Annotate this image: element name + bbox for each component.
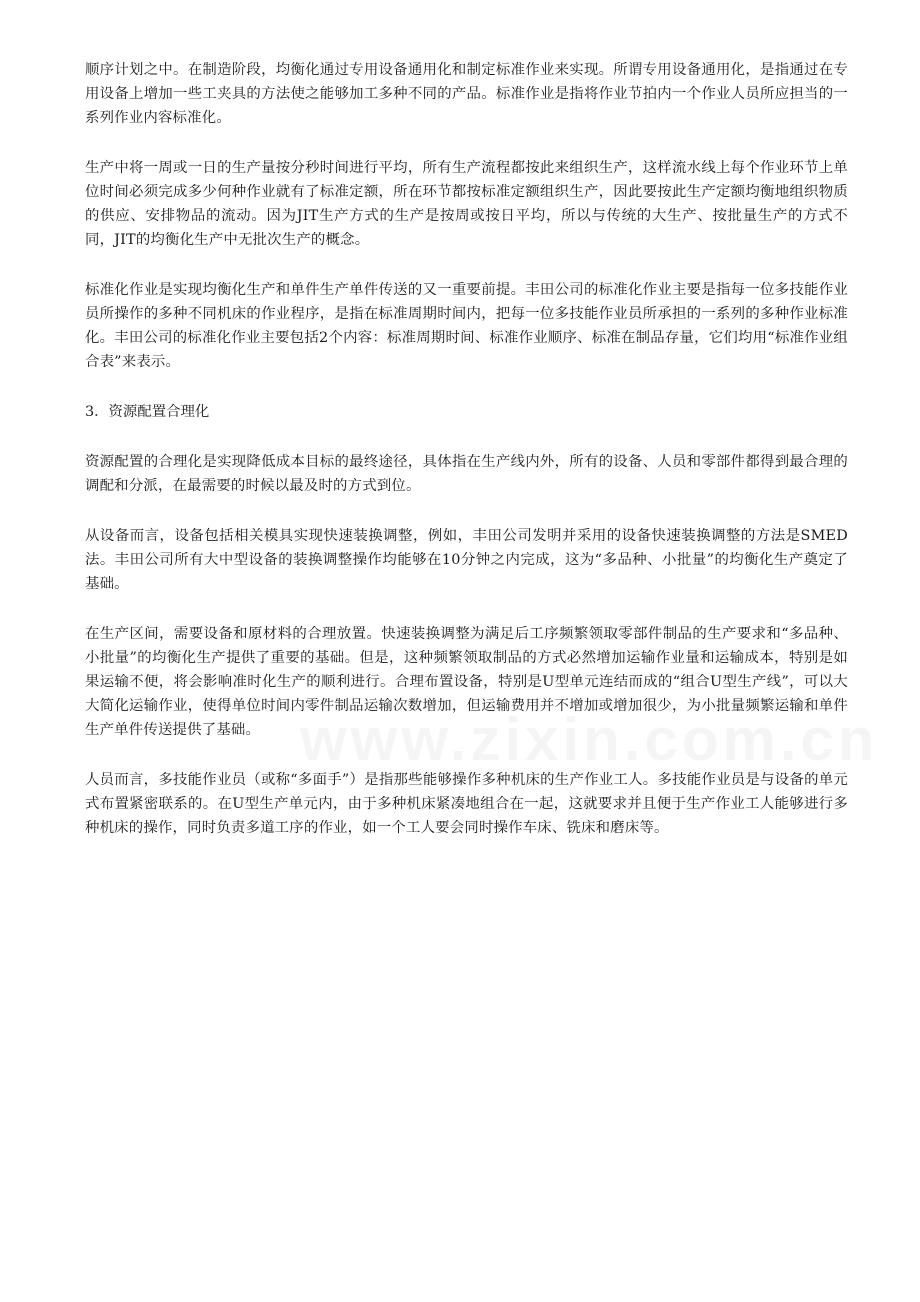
paragraph-production-area: 在生产区间，需要设备和原材料的合理放置。快速装换调整为满足后工序频繁领取零部件制品的生产要求和“多品种、小批量”的均衡化生产提供了重要的基础。但是，这种频繁领取制品的方式必然增加运输作业量和运输成本，特别是如果运输不便，将会影响准时化生产的顺利进行。合理布置设备，特别是U型单元连结而成的“组合U型生产线”，可以大大简化运输作业，使得单位时间内零件制品运输次数增加，但运输费用并不增加或增加很少，为小批量频繁运输和单件生产单件传送提供了基础。	[85, 626, 848, 738]
paragraph-standardized-work: 标准化作业是实现均衡化生产和单件生产单件传送的又一重要前提。丰田公司的标准化作业主要是指每一位多技能作业员所操作的多种不同机床的作业程序，是指在标准周期时间内，把每一位多技能作业员所承担的一系列的多种作业标准化。丰田公司的标准化作业主要包括2个内容：标准周期时间、标准作业顺序、标准在制品存量，它们均用“标准作业组合表”来表示。	[85, 282, 848, 370]
paragraph-equipment: 从设备而言，设备包括相关模具实现快速装换调整，例如，丰田公司发明并采用的设备快速装换调整的方法是SMED法。丰田公司所有大中型设备的装换调整操作均能够在10分钟之内完成，这为“多品种、小批量”的均衡化生产奠定了基础。	[85, 528, 848, 592]
section-heading: 3．资源配置合理化	[85, 404, 210, 420]
paragraph-personnel: 人员而言，多技能作业员（或称“多面手”）是指那些能够操作多种机床的生产作业工人。多技能作业员是与设备的单元式布置紧密联系的。在U型生产单元内，由于多种机床紧凑地组合在一起，这就要求并且便于生产作业工人能够进行多种机床的操作，同时负责多道工序的作业，如一个工人要会同时操作车床、铣床和磨床等。	[85, 772, 848, 836]
paragraph-resource-allocation: 资源配置的合理化是实现降低成本目标的最终途径，具体指在生产线内外，所有的设备、人员和零部件都得到最合理的调配和分派，在最需要的时候以最及时的方式到位。	[85, 454, 848, 494]
paragraph-balancing-methods: 顺序计划之中。在制造阶段，均衡化通过专用设备通用化和制定标准作业来实现。所谓专用设备通用化，是指通过在专用设备上增加一些工夹具的方法使之能够加工多种不同的产品。标准作业是指将作业节拍内一个作业人员所应担当的一系列作业内容标准化。	[85, 62, 848, 126]
paragraph-production-leveling: 生产中将一周或一日的生产量按分秒时间进行平均，所有生产流程都按此来组织生产，这样流水线上每个作业环节上单位时间必须完成多少何种作业就有了标准定额，所在环节都按标准定额组织生产，因此要按此生产定额均衡地组织物质的供应、安排物品的流动。因为JIT生产方式的生产是按周或按日平均，所以与传统的大生产、按批量生产的方式不同，JIT的均衡化生产中无批次生产的概念。	[85, 160, 848, 248]
document-page	[85, 58, 848, 866]
